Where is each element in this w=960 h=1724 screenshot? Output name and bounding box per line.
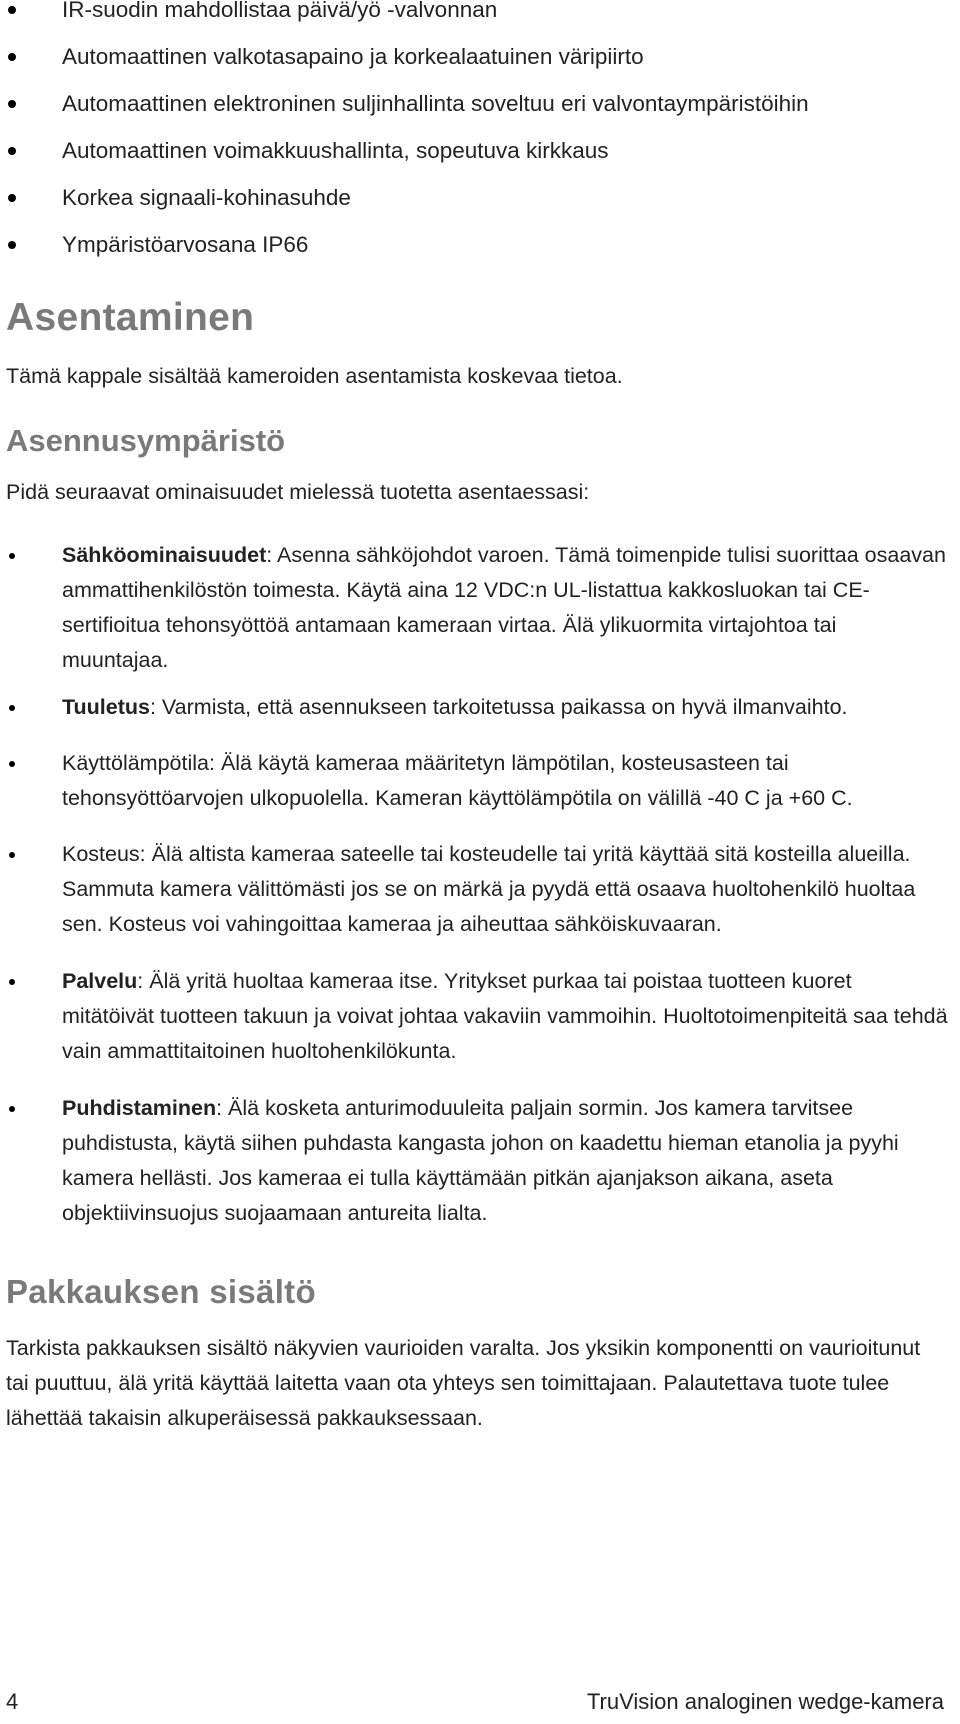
page-number: 4 — [6, 1689, 19, 1714]
environment-list — [0, 538, 960, 1231]
list-item — [0, 746, 960, 816]
environment-intro: Pidä seuraavat ominaisuudet mielessä tuotetta asentaessasi: — [6, 480, 590, 504]
feature-item: Korkea signaali-kohinasuhde — [0, 184, 809, 231]
item-label: Palvelu — [62, 969, 138, 993]
item-label: Tuuletus — [62, 695, 150, 719]
feature-item: Automaattinen valkotasapaino ja korkealaatuinen väripiirto — [0, 43, 809, 90]
page-footer — [0, 1689, 960, 1719]
footer-title: TruVision analoginen wedge-kamera — [586, 1689, 944, 1714]
item-label: Sähköominaisuudet — [62, 543, 267, 567]
feature-list — [0, 0, 809, 278]
installation-intro: Tämä kappale sisältää kameroiden asentamista koskevaa tietoa. — [6, 364, 623, 388]
feature-item: Ympäristöarvosana IP66 — [0, 231, 809, 278]
item-label: Puhdistaminen — [62, 1096, 217, 1120]
list-item — [0, 538, 960, 678]
feature-item: Automaattinen elektroninen suljinhallinta soveltuu eri valvontaympäristöihin — [0, 90, 809, 137]
package-heading: Pakkauksen sisältö — [6, 1273, 316, 1310]
feature-item: IR-suodin mahdollistaa päivä/yö -valvonnan — [0, 0, 809, 43]
feature-item: Automaattinen voimakkuushallinta, sopeutuva kirkkaus — [0, 137, 809, 184]
environment-heading: Asennusympäristö — [6, 423, 286, 458]
item-text: Käyttölämpötila: Älä käytä kameraa määritetyn lämpötilan, kosteusasteen tai tehonsyöttöarvojen ulkopuolella. Kameran käyttölämpötila on välillä -40 C ja +60 C. — [62, 751, 853, 810]
item-text: : Älä yritä huoltaa kameraa itse. Yritykset purkaa tai poistaa tuotteen kuoret mitätöivät tuotteen takuun ja voivat johtaa vakaviin vammoihin. Huoltotoimenpiteitä saa tehdä vain ammattitaitoinen huoltohenkilökunta. — [62, 969, 948, 1063]
item-text: : Varmista, että asennukseen tarkoitetussa paikassa on hyvä ilmanvaihto. — [149, 695, 848, 719]
item-text: Kosteus: Älä altista kameraa sateelle tai kosteudelle tai yritä käyttää sitä kosteilla alueilla. Sammuta kamera välittömästi jos se on märkä ja pyydä että osaava huoltohenkilö huoltaa sen. Kosteus voi vahingoittaa kameraa ja aiheuttaa sähköiskuvaaran. — [62, 842, 916, 936]
installation-heading: Asentaminen — [6, 296, 255, 339]
item-text: : Älä kosketa anturimoduuleita paljain sormin. Jos kamera tarvitsee puhdistusta, käytä siihen puhdasta kangasta johon on kaadettu hieman etanolia ja pyyhi kamera hellästi. Jos kameraa ei tulla käyttämään pitkän ajanjakson aikana, aseta objektiivinsuojus suojaamaan antureita lialta. — [62, 1096, 899, 1225]
package-text: Tarkista pakkauksen sisältö näkyvien vaurioiden varalta. Jos yksikin komponentti on vaurioitunut tai puuttuu, älä yritä käyttää laitetta vaan ota yhteys sen toimittajaan. Palautettava tuote tulee lähettää takaisin alkuperäisessä pakkauksessaan. — [6, 1336, 921, 1430]
item-text: : Asenna sähköjohdot varoen. Tämä toimenpide tulisi suorittaa osaavan ammattihenkilöstön toimesta. Käytä aina 12 VDC:n UL-listattua kakkosluokan tai CE-sertifioitua tehonsyöttöä antamaan kameraan virtaa. Älä ylikuormita virtajohtoa tai muuntajaa. — [62, 543, 946, 672]
list-item — [0, 837, 960, 942]
list-item — [0, 690, 960, 725]
list-item — [0, 1091, 960, 1231]
list-item — [0, 964, 960, 1069]
